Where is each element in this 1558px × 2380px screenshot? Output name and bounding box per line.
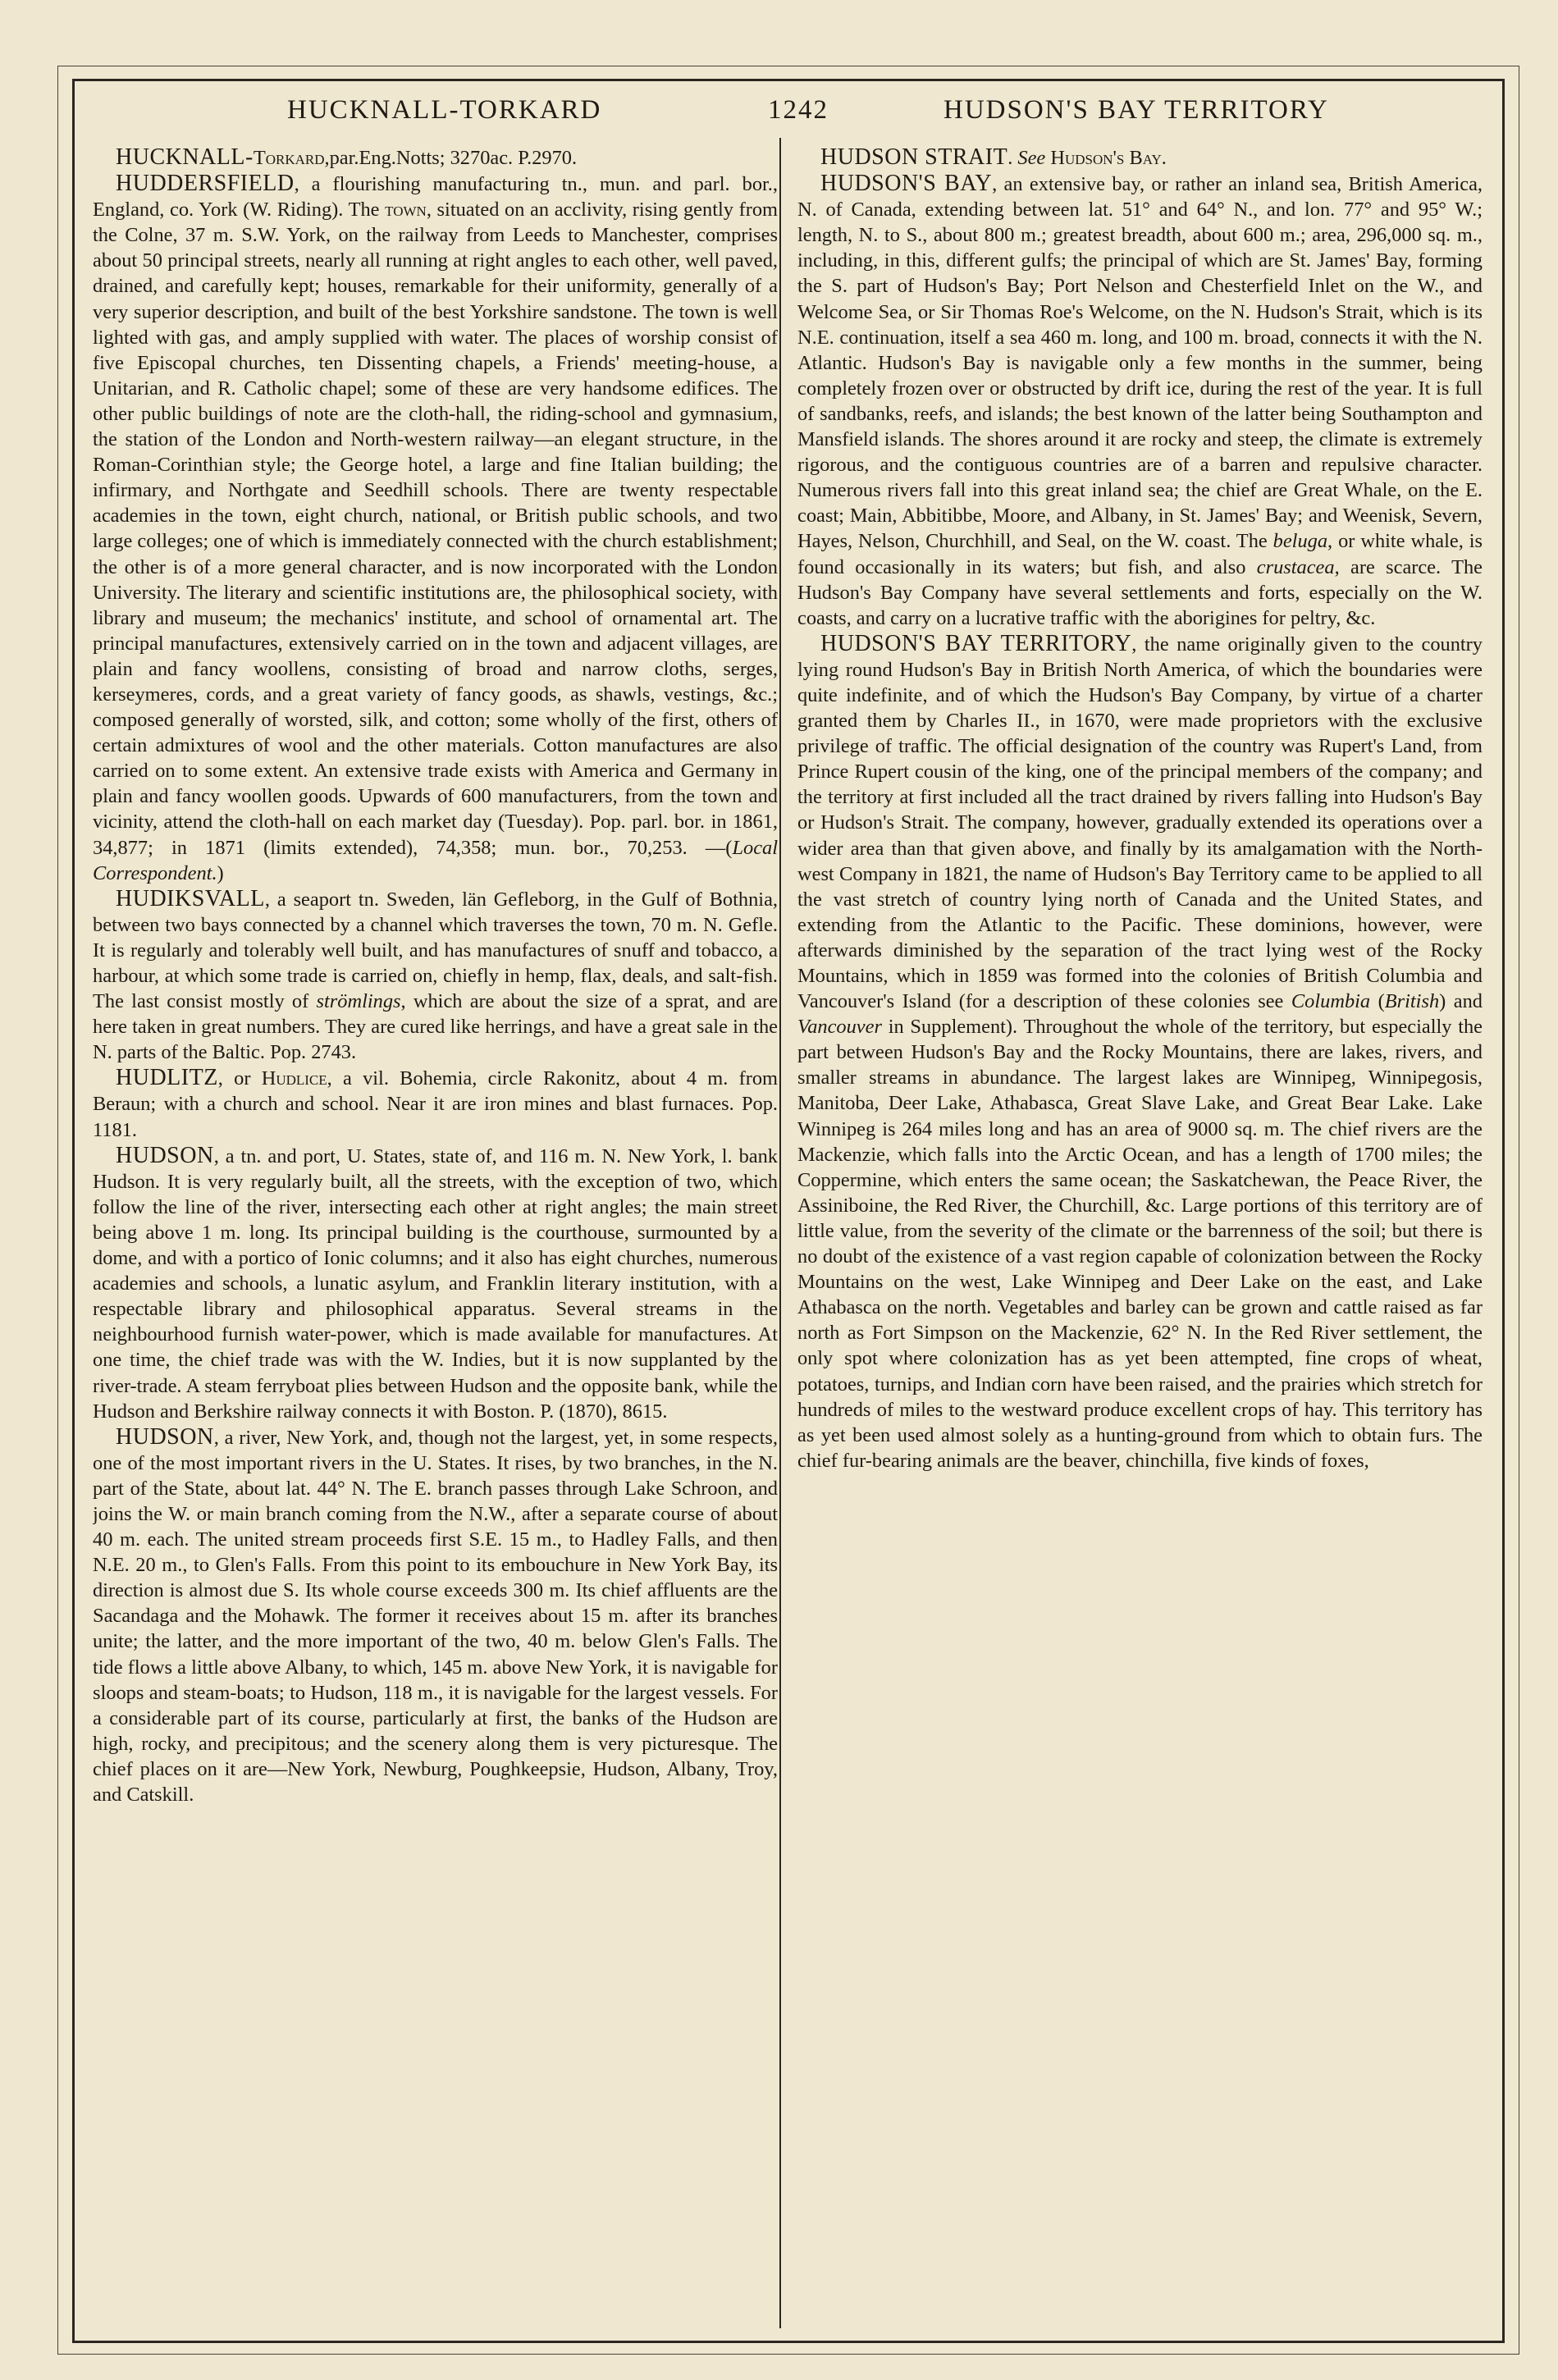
column-rule (779, 138, 781, 2328)
italic-term: beluga (1272, 530, 1328, 553)
entry-hudson-town (93, 1143, 778, 1424)
headword: HUDSON (116, 1142, 214, 1168)
entry-text-flowing: , a river, New York, and, though not the largest, yet, in some respects, one of the most important rivers in the U. States. It rises, by two branches, in the N. part of the State, about lat. 44° N. The E. branch passes through Lake Schroon, and joins the W. or main branch coming from the N.W., after a separate course of about 40 m. each. The united stream proceeds first S.E. 15 m., to Hadley Falls, and then N.E. 20 m., to Glen's Falls. From this point to its embouchure in New York Bay, its direction is almost due S. Its whole course exceeds 300 m. Its chief affluents are the Sacandaga and the Mohawk. The former it receives about 15 m. after its branches unite; the latter, and the more important of the two, 40 m. below Glen's Falls. The tide flows a little above Albany, to which, 145 m. above New York, it is navigable for sloops and steam-boats; to Hudson, 118 m., it is navigable for the largest vessels. For a considerable part of its course, particularly at first, the banks of the Hudson are high, rocky, and precipitous; and the scenery along them is very picturesque. The chief places on it are—New York, Newburg, Poughkeepsie, Hudson, Albany, Troy, and Catskill. (93, 1426, 778, 1806)
header-left-title: HUCKNALL-TORKARD (287, 95, 602, 125)
header-right-title: HUDSON'S BAY TERRITORY (943, 95, 1329, 125)
entry-text: . (1161, 147, 1167, 169)
headword: HUDIKSVALL (116, 885, 265, 911)
italic-term: Columbia (1291, 990, 1371, 1013)
headword-smallcaps: Hudlice (261, 1067, 327, 1090)
italic-term: strömlings (316, 990, 401, 1013)
entry-text: , a flourishing manufacturing tn., mun. and parl. bor., England, co. York (W. Riding). The (93, 173, 778, 222)
entry-text: , situated on an acclivity, rising gently from the Colne, 37 m. S.W. York, on the railway from Leeds to Manchester, comprises about 50 principal streets, nearly all running at right angles to each other, well paved, drained, and carefully kept; houses, remarkable for their uniformity, generally of a very superior description, and built of the best Yorkshire sandstone. The town is well lighted with gas, and amply supplied with water. The places of worship consist of five Episcopal churches, ten Dissenting chapels, a Friends' meeting-house, a Unitarian, and R. Catholic chapel; some of these are very handsome edifices. The other public buildings of note are the cloth-hall, the riding-school and gymnasium, the station of the London and North-western railway—an elegant structure, in the Roman-Corinthian style; the George hotel, a large and fine Italian building; the infirmary, and Northgate and Seedhill schools. There are twenty respectable academies in the town, eight church, national, or British public schools, and two large colleges; one of which is immediately connected with the church establishment; the other is of a more general character, and is now incorporated with the London University. The literary and scientific institutions are, the philosophical society, with library and museum; the mechanics' institute, and school of ornamental art. The principal manufactures, extensively carried on in the town and adjacent villages, are plain and fancy woollens, consisting of broad and narrow cloths, serges, kerseymeres, cords, and a great variety of fancy goods, as shawls, vestings, &c.; composed generally of worsted, silk, and cotton; some wholly of the first, others of certain admixtures of wool and the other materials. Cotton manufactures are also carried on to some extent. An extensive trade exists with America and Germany in plain and fancy woollen goods. Upwards of 600 manufacturers, from the town and vicinity, attend the cloth-hall on each market day (Tuesday). Pop. parl. bor. in 1861, 34,877; in 1871 (limits extended), 74,358; mun. bor., 70,253. —( (93, 199, 778, 859)
italic-term: British (1384, 990, 1440, 1013)
headword: HUDSON STRAIT (820, 144, 1008, 170)
italic-term: Vancouver (797, 1016, 882, 1039)
entry-text: ) and (1439, 990, 1483, 1013)
running-header (90, 95, 1485, 135)
entry-hucknall (93, 144, 778, 171)
headword: HUDSON'S BAY TERRITORY (820, 630, 1132, 656)
headword: HUCKNALL- (116, 144, 254, 170)
entry-hudsons-bay (797, 171, 1483, 631)
headword: HUDDERSFIELD (116, 171, 295, 197)
entry-hudlitz (93, 1065, 778, 1142)
headword-smallcaps: Torkard (253, 147, 325, 169)
cross-reference: Hudson's Bay (1050, 147, 1162, 169)
headword: HUDSON'S BAY (820, 171, 993, 197)
entry-text: , or (217, 1067, 262, 1090)
see-reference: See (1017, 147, 1046, 169)
right-column (797, 144, 1483, 2327)
entry-text: , which are about the size of a sprat, and are here taken in great numbers. They are cured like herrings, and have a great sale in the N. parts of the Baltic. Pop. 2743. (93, 990, 778, 1064)
left-column (93, 144, 778, 2327)
italic-term: crustacea (1256, 555, 1335, 578)
entry-text: , a tn. and port, U. States, state of, and 116 m. N. New York, l. bank Hudson. It is very regularly built, all the streets, with the exception of two, which follow the line of the river, intersecting each other at right angles; the main street being above 1 m. long. Its principal building is the courthouse, surmounted by a dome, and with a portico of Ionic columns; and it also has eight churches, numerous academies and schools, a lunatic asylum, and Franklin literary institution, with a respectable library and philosophical apparatus. Several streams in the neighbourhood furnish water-power, which is made available for manufactures. At one time, the chief trade was with the W. Indies, but it is now supplanted by the river-trade. A steam ferryboat plies between Hudson and the opposite bank, while the Hudson and Berkshire railway connects it with Boston. P. (1870), 8615. (93, 1144, 778, 1423)
entry-text: ,par.Eng.Notts; 3270ac. P.2970. (324, 147, 578, 169)
source-citation: Local Correspondent. (93, 836, 778, 884)
entry-text: ( (1370, 990, 1385, 1013)
smallcaps-word: town (385, 199, 427, 222)
entry-text: , a seaport tn. Sweden, län Gefleborg, in the Gulf of Bothnia, between two bays connected by a channel which traverses the town, 70 m. N. Gefle. It is regularly and tolerably well built, and has manufactures of snuff and tobacco, a harbour, at which some trade is carried on, chiefly in hemp, flax, deals, and salt-fish. The last consist mostly of (93, 888, 778, 1013)
entry-huddersfield (93, 171, 778, 886)
entry-text: , an extensive bay, or rather an inland sea, British America, N. of Canada, extending between lat. 51° and 64° N., and lon. 77° and 95° W.; length, N. to S., about 800 m.; greatest breadth, about 600 m.; area, 296,000 sq. m., including, in this, different gulfs; the principal of which are St. James' Bay, forming the S. part of Hudson's Bay; Port Nelson and Chesterfield Inlet on the W., and Welcome Sea, or Sir Thomas Roe's Welcome, on the N. Hudson's Strait, which is its N.E. continuation, itself a sea 460 m. long, and 100 m. broad, connects it with the N. Atlantic. Hudson's Bay is navigable only a few months in the summer, being completely frozen over or obstructed by drift ice, during the rest of the year. It is full of sandbanks, reefs, and islands; the best known of the latter being Southampton and Mansfield islands. The shores around it are rocky and steep, the climate is extremely rigorous, and the contiguous countries are of a barren and repulsive character. Numerous rivers fall into this great inland sea; the chief are Great Whale, on the E. coast; Main, Abbitibbe, Moore, and Albany, in St. James' Bay; and Weenisk, Severn, Hayes, Nelson, Churchhill, and Seal, on the W. coast. The (797, 173, 1483, 553)
page-number: 1242 (768, 95, 829, 125)
entry-text: in Supplement). Throughout the whole of the territory, but especially the part between Hudson's Bay and the Rocky Mountains, there are lakes, rivers, and smaller streams in abundance. The largest lakes are Winnipeg, Winnipegosis, Manitoba, Deer Lake, Athabasca, Great Slave Lake, and Great Bear Lake. Lake Winnipeg is 264 miles long and has an area of 9000 sq. m. The chief rivers are the Mackenzie, which falls into the Arctic Ocean, and has a length of 1700 miles; the Coppermine, which enters the same ocean; the Saskatchewan, the Peace River, the Assiniboine, the Red River, the Churchill, &c. Large portions of this territory are of little value, from the severity of the climate or the barrenness of the soil; but there is no doubt of the existence of a vast region capable of colonization between the Rocky Mountains on the west, Lake Winnipeg and Deer Lake on the east, and Lake Athabasca on the north. Vegetables and barley can be grown and cattle raised as far north as Fort Simpson on the Mackenzie, 62° N. In the Red River settlement, the only spot where colonization has as yet been attempted, fine crops of wheat, potatoes, turnips, and Indian corn have been raised, and the prairies which stretch for hundreds of miles to the westward produce excellent crops of hay. This territory has as yet been used almost solely as a hunting-ground from which to obtain furs. The chief fur-bearing animals are the beaver, chinchilla, five kinds of foxes, (797, 1016, 1483, 1472)
entry-hudiksvall (93, 886, 778, 1066)
entry-text: ) (217, 861, 224, 884)
entry-text: , a vil. Bohemia, circle Rakonitz, about 4 m. from Beraun; with a church and school. Near it are iron mines and blast furnaces. Pop. 1181. (93, 1067, 778, 1141)
headword: HUDLITZ (116, 1065, 218, 1091)
entry-text: , are scarce. The Hudson's Bay Company have several settlements and forts, especially on the W. coasts, and carry on a lucrative traffic with the aborigines for peltry, &c. (797, 555, 1483, 629)
entry-hudson-strait (797, 144, 1483, 171)
entry-hudsons-bay-territory (797, 631, 1483, 1473)
entry-hudson-river (93, 1424, 778, 1807)
headword: HUDSON (116, 1423, 214, 1450)
entry-text: , the name originally given to the country lying round Hudson's Bay in British North America, of which the boundaries were quite indefinite, and of which the Hudson's Bay Company, by virtue of a charter granted them by Charles II., in 1670, were made proprietors with the exclusive privilege of traffic. The official designation of the country was Rupert's Land, from Prince Rupert cousin of the king, one of the principal members of the company; and the territory at first included all the tract drained by rivers falling into Hudson's Bay or Hudson's Strait. The company, however, gradually extended its operations over a wider area than that given above, and finally by its amalgamation with the North-west Company in 1821, the name of Hudson's Bay Territory came to be applied to all the vast stretch of country lying north of Canada and the United States, and extending from the Atlantic to the Pacific. These dominions, however, were afterwards diminished by the separation of the tract lying west of the Rocky Mountains, which in 1859 was formed into the colonies of British Columbia and Vancouver's Island (for a description of these colonies see (797, 633, 1483, 1013)
entry-text: , or white whale, is found occasionally in its waters; but fish, and also (797, 530, 1483, 578)
entry-text: . (1007, 147, 1018, 169)
